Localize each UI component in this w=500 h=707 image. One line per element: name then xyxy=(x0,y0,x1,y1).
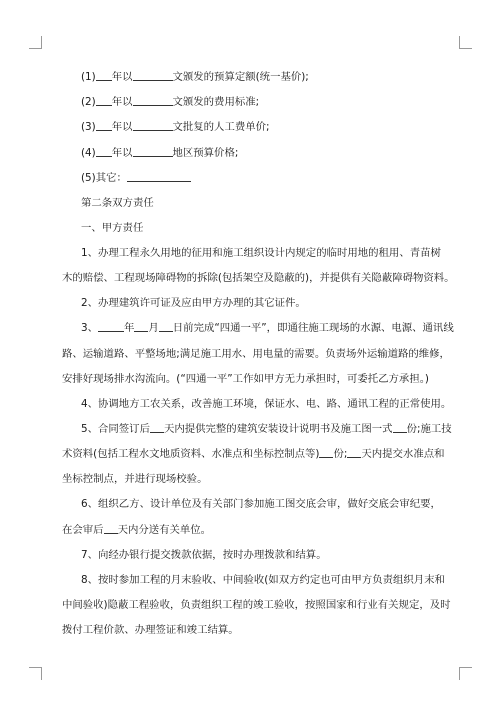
basis-item-5 xyxy=(81,171,191,185)
basis-item-2 xyxy=(81,95,259,109)
item-text: 地区预算价格; xyxy=(172,147,239,159)
blank xyxy=(133,146,173,157)
paragraph-8-line-3: 拨付工程价款、办理签证和竣工结算。 xyxy=(62,624,239,636)
basis-item-3 xyxy=(81,120,270,134)
blank xyxy=(393,422,407,433)
paragraph-4: 4、协调地方工农关系，改善施工环境，保证水、电、路、通讯工程的正常使用。 xyxy=(81,398,452,410)
item-year-text: 年以 xyxy=(111,121,133,133)
crop-mark-bottom-right xyxy=(459,667,472,680)
para-text: 年 xyxy=(124,322,135,334)
blank xyxy=(150,422,164,433)
blank xyxy=(159,321,173,332)
paragraph-3-line-2: 路、运输道路、平整场地;满足施工用水、用电量的需要。负责场外运输道路的维修， xyxy=(62,348,450,360)
paragraph-1-line-1: 1、办理工程永久用地的征用和施工组织设计内规定的临时用地的租用、青苗树 xyxy=(81,247,441,259)
blank xyxy=(319,447,333,458)
item-number: (3) xyxy=(81,121,96,133)
blank xyxy=(133,120,173,131)
para-text: 天内分送有关单位。 xyxy=(117,524,212,536)
blank xyxy=(347,447,361,458)
paragraph-3-line-3: 安排好现场排水沟流向。(“四通一平”工作如甲方无力承担时，可委托乙方承担。) xyxy=(62,373,429,385)
section-title: 一、甲方责任 xyxy=(81,222,144,234)
para-text: 份;施工技 xyxy=(406,423,452,435)
blank xyxy=(96,95,112,106)
item-text: 文颁发的费用标准; xyxy=(172,96,260,108)
crop-mark-top-right xyxy=(459,36,472,49)
item-number: (4) xyxy=(81,147,96,159)
blank xyxy=(104,523,118,534)
para-text: 3、 xyxy=(81,322,99,334)
paragraph-5-line-1 xyxy=(81,422,452,436)
crop-mark-bottom-left xyxy=(29,667,42,680)
article-title: 第二条双方责任 xyxy=(81,197,154,209)
para-text: 天内提供完整的建筑安装设计说明书及施工图一式 xyxy=(163,423,393,435)
blank xyxy=(133,95,173,106)
item-number: (2) xyxy=(81,96,96,108)
paragraph-5-line-2 xyxy=(62,447,445,461)
crop-mark-top-left xyxy=(29,36,42,49)
paragraph-8-line-2: 中间验收)隐蔽工程验收，负责组织工程的竣工验收，按照国家和行业有关规定，及时 xyxy=(62,599,451,611)
para-text: 5、合同签订后 xyxy=(81,423,150,435)
paragraph-3-line-1 xyxy=(81,321,454,335)
paragraph-8-line-1: 8、按时参加工程的月末验收、中间验收(如双方约定也可由甲方负责组织月末和 xyxy=(81,574,445,586)
para-text: 份; xyxy=(333,448,348,460)
item-text: 文批复的人工费单价; xyxy=(172,121,270,133)
para-text: 在会审后 xyxy=(62,524,104,536)
item-year-text: 年以 xyxy=(111,96,133,108)
item-text: 文颁发的预算定额(统一基价); xyxy=(172,71,309,83)
paragraph-5-line-3: 坐标控制点，并进行现场校验。 xyxy=(62,473,208,485)
paragraph-1-line-2: 木的赔偿、工程现场障碍物的拆除(包括架空及隐蔽的)，并提供有关隐蔽障碍物资料。 xyxy=(62,272,455,284)
blank xyxy=(134,321,148,332)
blank xyxy=(127,171,191,182)
paragraph-6-line-1: 6、组织乙方、设计单位及有关部门参加施工图交底会审，做好交底会审纪要， xyxy=(81,498,441,510)
para-text: 术资料(包括工程水文地质资料、水准点和坐标控制点等) xyxy=(62,448,320,460)
para-text: 天内提交水准点和 xyxy=(361,448,445,460)
basis-item-4 xyxy=(81,146,238,160)
paragraph-2: 2、办理建筑许可证及应由甲方办理的其它证件。 xyxy=(81,297,306,309)
item-year-text: 年以 xyxy=(111,147,133,159)
blank xyxy=(98,321,124,332)
paragraph-6-line-2 xyxy=(62,523,211,537)
blank xyxy=(96,146,112,157)
paragraph-7: 7、向经办银行提交拨款依据，按时办理拨款和结算。 xyxy=(81,549,327,561)
item-year-text: 年以 xyxy=(111,71,133,83)
blank xyxy=(133,70,173,81)
item-number: (1) xyxy=(81,71,96,83)
para-text: 日前完成“四通一平”，即通往施工现场的水源、电源、通讯线 xyxy=(172,322,454,334)
blank xyxy=(96,120,112,131)
blank xyxy=(96,70,112,81)
item-text: (5)其它： xyxy=(81,172,127,184)
para-text: 月 xyxy=(148,322,159,334)
basis-item-1 xyxy=(81,70,309,84)
